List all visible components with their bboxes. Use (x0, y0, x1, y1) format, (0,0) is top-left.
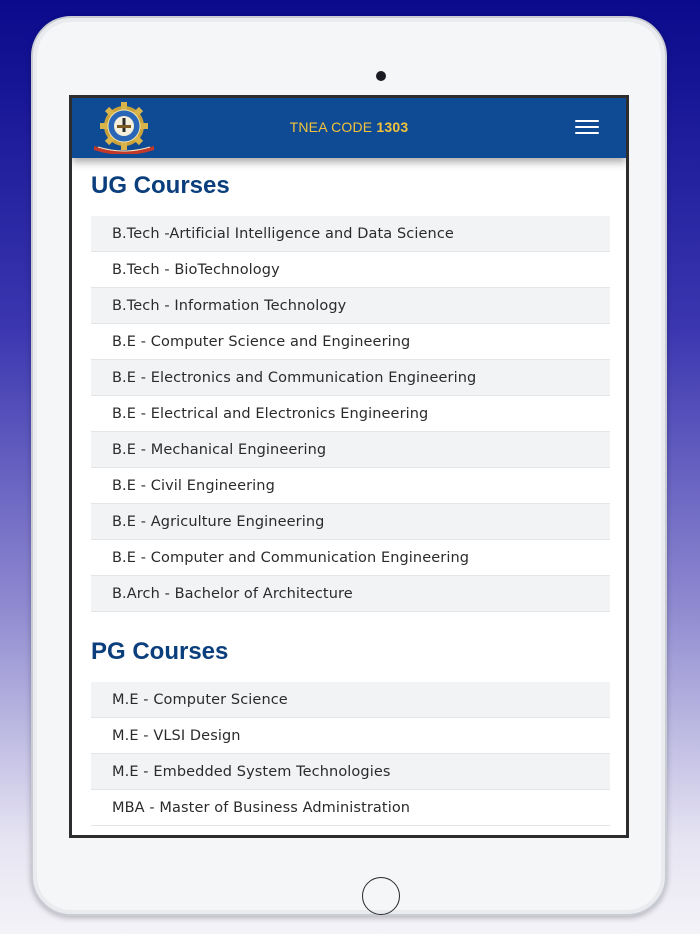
course-item[interactable]: M.E - Embedded System Technologies (91, 754, 610, 790)
ug-course-list (91, 216, 610, 612)
home-button[interactable] (362, 877, 400, 915)
camera-dot (376, 71, 386, 81)
course-item[interactable]: B.E - Electrical and Electronics Engineering (91, 396, 610, 432)
course-item[interactable]: B.E - Mechanical Engineering (91, 432, 610, 468)
app-screen (69, 95, 629, 838)
hamburger-menu-icon[interactable] (575, 118, 601, 138)
course-item[interactable]: M.E - Computer Science (91, 682, 610, 718)
pg-course-list (91, 682, 610, 826)
course-item[interactable]: B.Tech - Information Technology (91, 288, 610, 324)
ug-courses-title: UG Courses (91, 172, 230, 199)
header-title (72, 119, 626, 135)
course-item[interactable]: B.E - Computer and Communication Engineering (91, 540, 610, 576)
pg-courses-title: PG Courses (91, 638, 229, 665)
course-item[interactable]: B.E - Civil Engineering (91, 468, 610, 504)
course-item[interactable]: B.E - Agriculture Engineering (91, 504, 610, 540)
course-item[interactable]: MBA - Master of Business Administration (91, 790, 610, 826)
course-item[interactable]: B.Tech -Artificial Intelligence and Data Science (91, 216, 610, 252)
course-item[interactable]: B.E - Electronics and Communication Engineering (91, 360, 610, 396)
course-item[interactable]: M.E - VLSI Design (91, 718, 610, 754)
app-header (72, 98, 626, 158)
header-title-code: 1303 (376, 119, 409, 135)
course-item[interactable]: B.Tech - BioTechnology (91, 252, 610, 288)
header-title-prefix: TNEA CODE (289, 119, 373, 135)
course-item[interactable]: B.E - Computer Science and Engineering (91, 324, 610, 360)
course-item[interactable]: B.Arch - Bachelor of Architecture (91, 576, 610, 612)
